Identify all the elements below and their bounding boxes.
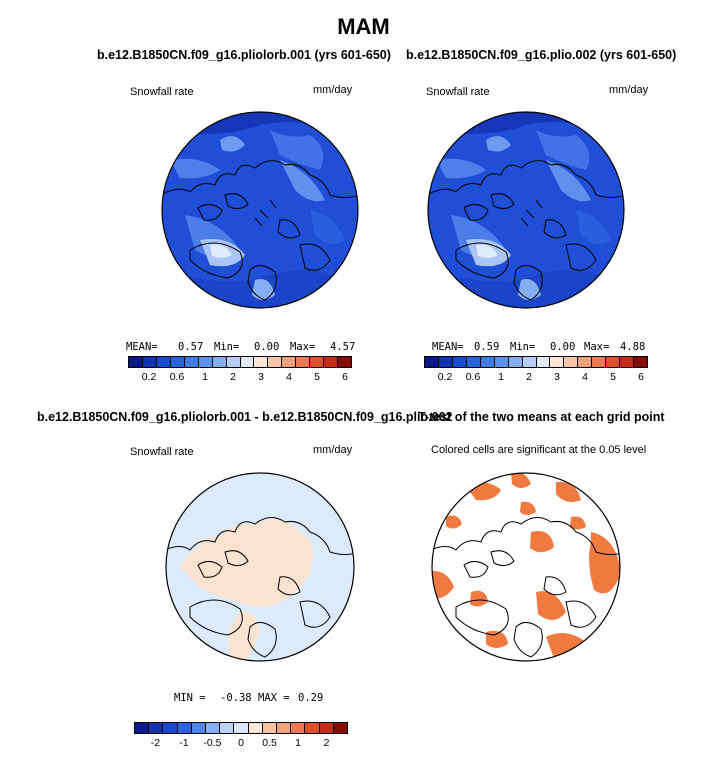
colorbar-box bbox=[537, 357, 551, 367]
colorbar-box bbox=[439, 357, 453, 367]
colorbar-tick-label: 1 bbox=[295, 737, 301, 749]
colorbar-tick-label: 2 bbox=[323, 737, 330, 749]
colorbar-tick-label: -2 bbox=[150, 737, 161, 749]
top-right-min-label: Min= bbox=[510, 341, 536, 353]
colorbar-box bbox=[227, 357, 241, 367]
top-left-min-value: 0.00 bbox=[254, 341, 280, 353]
top-left-mean-value: 0.57 bbox=[178, 341, 204, 353]
colorbar-box bbox=[523, 357, 537, 367]
colorbar-tick-label: 3 bbox=[258, 371, 264, 383]
bottom-left-polar-map bbox=[160, 462, 360, 672]
colorbar-tick-label: 5 bbox=[610, 371, 616, 383]
colorbar-box bbox=[163, 723, 177, 733]
bottom-right-title: T-test of the two means at each grid point bbox=[418, 410, 665, 424]
colorbar-box bbox=[254, 357, 268, 367]
colorbar-tick-label: -1 bbox=[179, 737, 189, 749]
bottom-left-colorbar bbox=[134, 722, 348, 734]
top-right-max-value: 4.88 bbox=[620, 341, 646, 353]
colorbar-box bbox=[425, 357, 439, 367]
bottom-right-polar-map bbox=[426, 462, 626, 672]
colorbar-box bbox=[171, 357, 185, 367]
bottom-left-max-label: MAX = bbox=[258, 692, 290, 704]
colorbar-tick-label: 1 bbox=[202, 371, 208, 383]
bottom-left-min-value: -0.38 bbox=[220, 692, 252, 704]
top-left-polar-map bbox=[160, 100, 360, 320]
colorbar-tick-label: 4 bbox=[582, 371, 588, 383]
top-right-colorbar bbox=[424, 356, 648, 368]
colorbar-box bbox=[296, 357, 310, 367]
colorbar-tick-label: 6 bbox=[638, 371, 644, 383]
colorbar-box bbox=[199, 357, 213, 367]
colorbar-tick-label: 2 bbox=[230, 371, 236, 383]
colorbar-box bbox=[143, 357, 157, 367]
colorbar-box bbox=[334, 723, 347, 733]
colorbar-tick-label: 0.5 bbox=[262, 737, 277, 749]
top-left-max-value: 4.57 bbox=[330, 341, 356, 353]
colorbar-box bbox=[268, 357, 282, 367]
top-right-title: b.e12.B1850CN.f09_g16.plio.002 (yrs 601-650) bbox=[406, 48, 677, 62]
colorbar-tick-label: 6 bbox=[342, 371, 348, 383]
top-left-max-label: Max= bbox=[290, 341, 316, 353]
main-title: MAM bbox=[337, 14, 390, 39]
colorbar-box bbox=[495, 357, 509, 367]
bottom-left-variable: Snowfall rate bbox=[130, 446, 194, 458]
colorbar-tick-label: 2 bbox=[526, 371, 532, 383]
colorbar-box bbox=[213, 357, 227, 367]
top-right-max-label: Max= bbox=[584, 341, 610, 353]
colorbar-tick-label: 0.2 bbox=[141, 371, 157, 383]
colorbar-tick-label: 0.6 bbox=[465, 371, 481, 383]
top-right-polar-map bbox=[426, 100, 626, 320]
top-right-units: mm/day bbox=[609, 84, 649, 96]
colorbar-box bbox=[206, 723, 220, 733]
bottom-left-max-value: 0.29 bbox=[298, 692, 324, 704]
top-right-mean-label: MEAN= bbox=[432, 341, 464, 353]
colorbar-box bbox=[620, 357, 634, 367]
colorbar-box bbox=[249, 723, 263, 733]
colorbar-box bbox=[453, 357, 467, 367]
top-left-colorbar bbox=[128, 356, 352, 368]
top-left-min-label: Min= bbox=[214, 341, 240, 353]
colorbar-tick-label: 0 bbox=[238, 737, 244, 749]
colorbar-box bbox=[509, 357, 523, 367]
colorbar-tick-label: 5 bbox=[314, 371, 320, 383]
top-left-variable: Snowfall rate bbox=[130, 86, 194, 98]
bottom-right-subtitle: Colored cells are significant at the 0.05 level bbox=[431, 444, 647, 456]
colorbar-box bbox=[481, 357, 495, 367]
bottom-left-title: b.e12.B1850CN.f09_g16.pliolorb.001 - b.e12.B1850CN.f09_g16.plio.002 bbox=[37, 410, 453, 424]
top-left-mean-label: MEAN= bbox=[126, 341, 158, 353]
bottom-left-min-label: MIN = bbox=[174, 692, 206, 704]
colorbar-box bbox=[129, 357, 143, 367]
bottom-left-units: mm/day bbox=[313, 444, 353, 456]
colorbar-box bbox=[277, 723, 291, 733]
colorbar-box bbox=[550, 357, 564, 367]
colorbar-box bbox=[178, 723, 192, 733]
top-left-units: mm/day bbox=[313, 84, 353, 96]
colorbar-box bbox=[234, 723, 248, 733]
colorbar-tick-label: -0.5 bbox=[203, 737, 222, 749]
colorbar-tick-label: 1 bbox=[498, 371, 504, 383]
colorbar-box bbox=[467, 357, 481, 367]
colorbar-box bbox=[220, 723, 234, 733]
top-right-variable: Snowfall rate bbox=[426, 86, 490, 98]
colorbar-tick-label: 0.6 bbox=[169, 371, 185, 383]
colorbar-tick-label: 3 bbox=[554, 371, 560, 383]
colorbar-box bbox=[324, 357, 338, 367]
colorbar-tick-label: 4 bbox=[286, 371, 292, 383]
colorbar-box bbox=[564, 357, 578, 367]
colorbar-box bbox=[291, 723, 305, 733]
colorbar-box bbox=[305, 723, 319, 733]
colorbar-box bbox=[606, 357, 620, 367]
top-left-title: b.e12.B1850CN.f09_g16.pliolorb.001 (yrs 601-650) bbox=[97, 48, 391, 62]
colorbar-box bbox=[263, 723, 277, 733]
colorbar-box bbox=[578, 357, 592, 367]
colorbar-box bbox=[185, 357, 199, 367]
top-right-mean-value: 0.59 bbox=[474, 341, 500, 353]
colorbar-box bbox=[149, 723, 163, 733]
colorbar-box bbox=[157, 357, 171, 367]
colorbar-tick-label: 0.2 bbox=[437, 371, 453, 383]
colorbar-box bbox=[282, 357, 296, 367]
colorbar-box bbox=[320, 723, 334, 733]
colorbar-box bbox=[192, 723, 206, 733]
top-right-min-value: 0.00 bbox=[550, 341, 576, 353]
colorbar-box bbox=[310, 357, 324, 367]
colorbar-box bbox=[592, 357, 606, 367]
colorbar-box bbox=[634, 357, 647, 367]
colorbar-box bbox=[241, 357, 255, 367]
colorbar-box bbox=[338, 357, 351, 367]
colorbar-box bbox=[135, 723, 149, 733]
